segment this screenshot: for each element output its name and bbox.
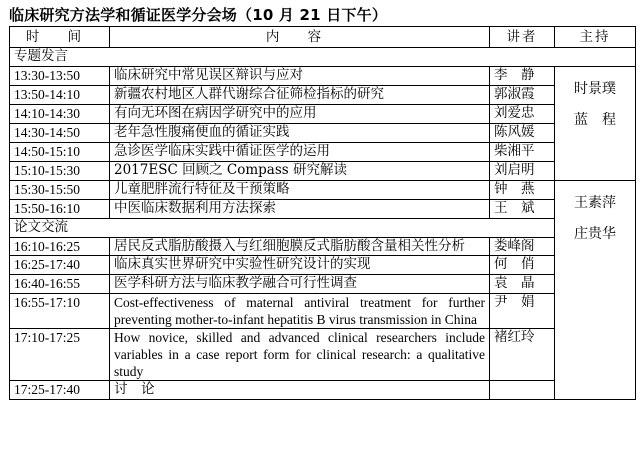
- row-speaker: 钟 燕: [490, 181, 555, 200]
- table-row: [10, 381, 636, 400]
- row-topic: 中医临床数据利用方法探索: [110, 200, 490, 219]
- section-row: [10, 48, 636, 67]
- section-label-special-talks: 专题发言: [10, 48, 636, 67]
- section-row: [10, 219, 636, 238]
- host-name: 时景璞: [574, 81, 616, 97]
- row-speaker: 王 斌: [490, 200, 555, 219]
- table-row: [10, 275, 636, 294]
- row-speaker: 褚红玲: [490, 329, 555, 381]
- row-time: 16:40-16:55: [10, 275, 110, 294]
- table-row: [10, 294, 636, 329]
- table-row: [10, 329, 636, 381]
- header-speaker: 讲者: [490, 27, 555, 48]
- row-topic: 急诊医学临床实践中循证医学的运用: [110, 143, 490, 162]
- host-name: 王素萍: [574, 195, 616, 211]
- row-topic: 居民反式脂肪酸摄入与红细胞膜反式脂肪酸含量相关性分析: [110, 238, 490, 256]
- row-topic: 新疆农村地区人群代谢综合征筛检指标的研究: [110, 86, 490, 105]
- row-speaker: 袁 晶: [490, 275, 555, 294]
- row-time: 15:50-16:10: [10, 200, 110, 219]
- host-name: 蓝 程: [574, 112, 616, 128]
- row-time: 14:30-14:50: [10, 124, 110, 143]
- row-speaker: 郭淑霞: [490, 86, 555, 105]
- table-row: [10, 238, 636, 256]
- row-time: 16:25-17:40: [10, 256, 110, 275]
- row-time: 13:30-13:50: [10, 67, 110, 86]
- row-speaker: 柴湘平: [490, 143, 555, 162]
- host-cell-section2: [555, 181, 636, 400]
- row-topic: 讨 论: [110, 381, 490, 400]
- page-title: 临床研究方法学和循证医学分会场（10 月 21 日下午）: [9, 6, 388, 24]
- row-speaker: 刘爱忠: [490, 105, 555, 124]
- row-topic: Cost-effectiveness of maternal antiviral treatment for further preventing mother-to-infant hepatitis B virus transmission in China: [110, 294, 490, 329]
- table-row: [10, 162, 636, 181]
- row-speaker: [490, 381, 555, 400]
- table-row: [10, 143, 636, 162]
- row-time: 14:50-15:10: [10, 143, 110, 162]
- header-host: 主持: [555, 27, 636, 48]
- row-time: 15:10-15:30: [10, 162, 110, 181]
- row-topic: 医学科研方法与临床教学融合可行性调查: [110, 275, 490, 294]
- table-row: [10, 200, 636, 219]
- row-topic: 有向无环图在病因学研究中的应用: [110, 105, 490, 124]
- table-row: [10, 124, 636, 143]
- row-topic: How novice, skilled and advanced clinical researchers include variables in a case report form for clinical research: a qualitative study: [110, 329, 490, 381]
- row-topic: 临床真实世界研究中实验性研究设计的实现: [110, 256, 490, 275]
- row-time: 16:55-17:10: [10, 294, 110, 329]
- row-time: 14:10-14:30: [10, 105, 110, 124]
- header-time: 时 间: [10, 27, 110, 48]
- row-topic: 老年急性腹痛便血的循证实践: [110, 124, 490, 143]
- table-row: [10, 105, 636, 124]
- row-time: 17:10-17:25: [10, 329, 110, 381]
- row-time: 16:10-16:25: [10, 238, 110, 256]
- header-row: [10, 27, 636, 48]
- host-name: 庄贵华: [574, 226, 616, 242]
- row-speaker: 刘启明: [490, 162, 555, 181]
- table-row: [10, 181, 636, 200]
- row-speaker: 何 俏: [490, 256, 555, 275]
- row-topic: 临床研究中常见误区辩识与应对: [110, 67, 490, 86]
- host-cell-section1: [555, 67, 636, 181]
- row-topic: 2017ESC 回顾之 Compass 研究解读: [110, 162, 490, 181]
- schedule-table: [9, 26, 636, 400]
- row-speaker: 陈风媛: [490, 124, 555, 143]
- row-time: 15:30-15:50: [10, 181, 110, 200]
- section-label-paper-exchange: 论文交流: [10, 219, 555, 238]
- row-topic: 儿童肥胖流行特征及干预策略: [110, 181, 490, 200]
- header-topic: 内 容: [110, 27, 490, 48]
- table-row: [10, 256, 636, 275]
- table-row: [10, 67, 636, 86]
- table-row: [10, 86, 636, 105]
- row-speaker: 娄峰阁: [490, 238, 555, 256]
- row-time: 13:50-14:10: [10, 86, 110, 105]
- row-time: 17:25-17:40: [10, 381, 110, 400]
- row-speaker: 李 静: [490, 67, 555, 86]
- row-speaker: 尹 娟: [490, 294, 555, 329]
